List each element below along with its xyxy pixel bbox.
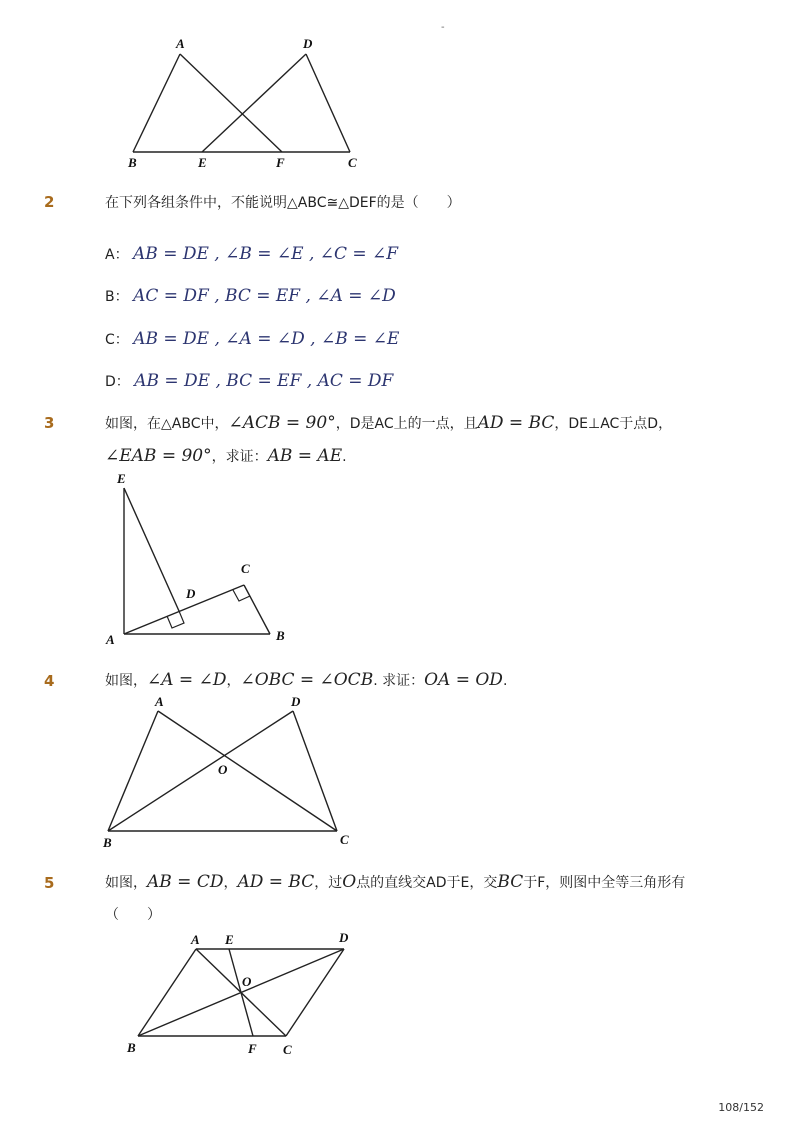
fig5-label-o: O — [242, 974, 252, 989]
option-key: A： — [105, 247, 129, 263]
question-stem-line1 — [105, 413, 672, 433]
fig4-label-c: C — [340, 832, 349, 847]
option-math: AC = DF , BC = EF , ∠A = ∠D — [133, 286, 396, 306]
math-span: ∠ACB = 90° — [228, 413, 336, 433]
text-span: . — [502, 673, 508, 689]
text-span: ， — [223, 875, 238, 891]
question-number: 3 — [44, 414, 55, 432]
math-span: AD = BC — [477, 413, 555, 433]
page-number: 108/152 — [718, 1101, 764, 1114]
fig1-label-c: C — [348, 155, 357, 170]
math-span: O — [342, 872, 357, 892]
text-span: 如图， — [105, 673, 147, 689]
math-span: ∠OBC = ∠OCB — [240, 670, 374, 690]
question-stem-line1 — [105, 872, 685, 892]
option-math: AB = DE , ∠B = ∠E , ∠C = ∠F — [133, 244, 399, 264]
question-stem: 在下列各组条件中，不能说明△ABC≅△DEF的是（ ） — [105, 195, 461, 211]
option-math: AB = DE , BC = EF , AC = DF — [134, 371, 394, 391]
math-span: BC — [497, 872, 524, 892]
math-span: AB = AE — [267, 446, 343, 466]
fig5-label-e: E — [225, 932, 234, 947]
figure-triangles-abc-def — [120, 30, 380, 175]
question-number: 4 — [44, 672, 55, 690]
text-span: ，过 — [314, 875, 343, 891]
text-span: 如图， — [105, 875, 147, 891]
text-span: 如图，在△ABC中， — [105, 416, 229, 432]
option-key: D： — [105, 374, 130, 390]
option-key: C： — [105, 332, 129, 348]
fig1-label-e: E — [198, 155, 207, 170]
fig3-label-d: D — [186, 586, 196, 601]
fig5-label-a: A — [191, 932, 200, 947]
text-span: . 求证： — [373, 673, 425, 689]
fig4-label-b: B — [103, 835, 112, 850]
fig3-label-b: B — [276, 628, 285, 643]
answer-blank: （ ） — [105, 907, 161, 923]
fig5-label-b: B — [127, 1040, 136, 1055]
fig1-label-b: B — [128, 155, 137, 170]
text-span: ， — [226, 673, 241, 689]
math-span: ∠EAB = 90° — [105, 446, 212, 466]
option-math: AB = DE , ∠A = ∠D , ∠B = ∠E — [133, 329, 400, 349]
text-span: . — [342, 449, 347, 465]
option-b[interactable] — [105, 286, 396, 306]
fig1-label-a: A — [176, 36, 185, 51]
fig1-label-d: D — [303, 36, 313, 51]
fig1-label-f: F — [276, 155, 285, 170]
fig4-label-a: A — [155, 694, 164, 709]
text-span: 于F，则图中全等三角形有 — [523, 875, 686, 891]
fig3-label-e: E — [117, 471, 126, 486]
fig4-label-d: D — [291, 694, 301, 709]
figure-right-triangles — [100, 468, 300, 648]
question-stem-line2 — [105, 446, 347, 466]
fig5-label-d: D — [339, 930, 349, 945]
option-key: B： — [105, 289, 129, 305]
fig3-label-c: C — [241, 561, 250, 576]
top-mark: - — [441, 22, 445, 33]
math-span: OA = OD — [424, 670, 503, 690]
math-span: ∠A = ∠D — [147, 670, 227, 690]
text-span: 点的直线交AD于E，交 — [356, 875, 498, 891]
math-span: AB = CD — [147, 872, 224, 892]
figure-crossed-triangles — [95, 692, 365, 857]
figure-parallelogram — [115, 926, 365, 1066]
fig5-label-c: C — [283, 1042, 292, 1057]
text-span: ，D是AC上的一点，且 — [335, 416, 478, 432]
option-c[interactable] — [105, 329, 399, 349]
fig3-label-a: A — [106, 632, 115, 647]
option-d[interactable] — [105, 371, 393, 391]
question-number: 2 — [44, 193, 55, 211]
option-a[interactable] — [105, 244, 398, 264]
question-stem — [105, 670, 507, 690]
fig4-label-o: O — [218, 762, 228, 777]
text-span: ，求证： — [211, 449, 268, 465]
math-span: AD = BC — [237, 872, 315, 892]
fig5-label-f: F — [248, 1041, 257, 1056]
text-span: ，DE⊥AC于点D， — [554, 416, 673, 432]
question-number: 5 — [44, 874, 55, 892]
